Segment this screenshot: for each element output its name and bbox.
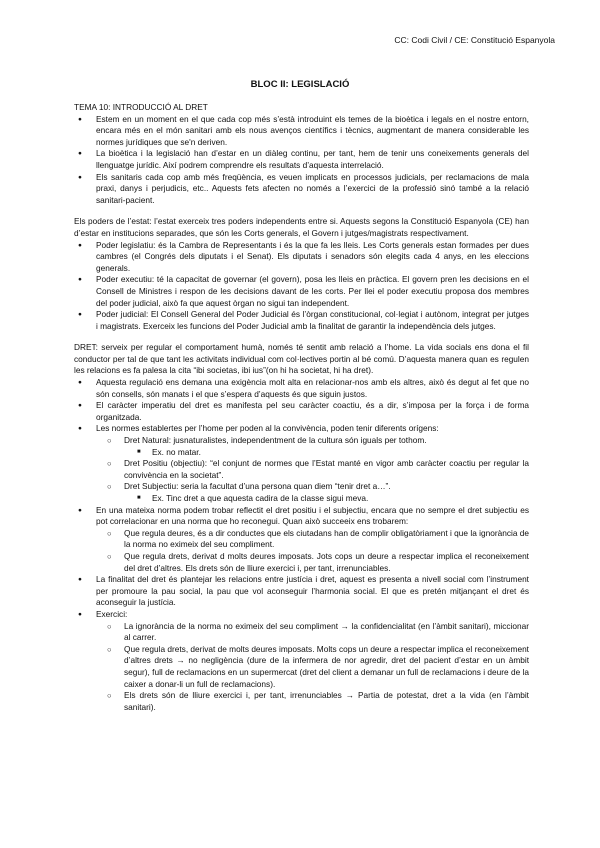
list-item: ● Aquesta regulació ens demana una exigència molt alta en relacionar-nos amb els altres, això és degut al fet que no són consells, són manats i el que s’espera d’aquests és que siguin justos. (74, 377, 529, 400)
list-item-text: Les normes establertes per l’home per poden al la convivència, poden tenir diferents orígens: (96, 423, 439, 434)
document-body (74, 102, 529, 713)
sublist-item (100, 481, 529, 504)
example-item: ■ Ex. no matar. (128, 447, 529, 459)
dret-list (74, 377, 529, 713)
list-item: ● Els sanitaris cada cop amb més freqüència, es veuen implicats en processos judicials, per reclamacions de mala praxi, danys i perjudicis, etc.. Aquests fets afecten no només a l’exercici de la professió sinó també a la relació sanitari-pacient. (74, 172, 529, 207)
list-item: ● Estem en un moment en el que cada cop més s’està introduint els temes de la bioètica i legals en el nostre entorn, encara més en el món sanitari amb els nous avenços científics i tècnics, augmentant de manera considerable les normes jurídiques que se'n deriven. (74, 114, 529, 149)
sublist-item-text: Dret Subjectiu: seria la facultat d’una persona quan diem “tenir dret a…”. (124, 481, 391, 492)
sublist-item (100, 435, 529, 458)
sublist-item: ○ Que regula deures, és a dir conductes que els ciutadans han de complir obligatòriament i que la ignorància de la norma no eximeix del seu compliment. (100, 528, 529, 551)
list-item-text: En una mateixa norma podem trobar reflectit el dret positiu i el subjectiu, encara que no sempre el dret subjectiu es pot correlacionar en una norma que ho reconegui. Quan això succeeix ens trobarem: (96, 504, 529, 527)
sublist-item: ○ Dret Positiu (objectiu): “el conjunt de normes que l’Estat manté en vigor amb caràcter coactiu per regular la convivència en la societat”. (100, 458, 529, 481)
sublist-item: ○ Els drets són de lliure exercici i, per tant, irrenunciables → Partia de potestat, dret a la vida (en l’àmbit sanitari). (100, 690, 529, 713)
sublist-item-text: Dret Natural: jusnaturalistes, independentment de la cultura són iguals per tothom. (124, 435, 427, 446)
exercici-sublist (100, 621, 529, 714)
sublist-item: ○ La ignorància de la norma no eximeix del seu compliment → la confidencialitat (en l’àmbit sanitari), miccionar al carrer. (100, 621, 529, 644)
page-header: CC: Codi Civil / CE: Constitució Espanyola (394, 35, 555, 45)
example-item: ■ Ex. Tinc dret a que aquesta cadira de la classe sigui meva. (128, 493, 529, 505)
intro-list (74, 114, 529, 207)
list-item: ● Poder executiu: té la capacitat de governar (el govern), posa les lleis en pràctica. El govern pren les decisions en el Consell de Ministres i respon de les decisions davant de les corts. Per llei el poder executiu proposa dos membres del poder judicial, això fa que aquest òrgan no sigui tan independent. (74, 274, 529, 309)
list-item: ● Poder judicial: El Consell General del Poder Judicial és l’òrgan constitucional, col·legiat i autònom, integrat per jutges i magistrats. Exerceix les funcions del Poder Judicial amb la finalitat de garantir la independència dels jutges. (74, 309, 529, 332)
norma-sublist (100, 528, 529, 574)
poders-list (74, 240, 529, 333)
list-item: ● La bioètica i la legislació han d’estar en un diàleg continu, per tant, hem de tenir uns coneixements generals del llenguatge jurídic. Així podrem comprendre els resultats d’aquesta interrelació. (74, 148, 529, 171)
list-item: ● La finalitat del dret és plantejar les relacions entre justícia i dret, aquest es presenta a nivell social com l’instrument per promoure la pau social, la pau que vol aconseguir l’harmonia social. El que es pretén mitjançant el dret és aconseguir la justícia. (74, 574, 529, 609)
sublist-item: ○ Que regula drets, derivat de molts deures imposats. Molts cops un deure a respectar implica el reconeixement d’altres drets → no negligència (dure de la infermera de nor agredir, dret del pacient d’estar en un àmbit segur), full de reclamacions en un supermercat (dret del client a demanar un full de reclamacions i deure de la caixer a donar-li un full de reclamacions). (100, 644, 529, 690)
list-item-text: Exercici: (96, 608, 128, 619)
list-item (74, 505, 529, 575)
dret-paragraph: DRET: serveix per regular el comportament humà, només té sentit amb relació a l’home. La vida socials ens dona el fil conductor per tal de que tant les activitats individual com col·lectives portin al bé comú. D’aquesta manera quan es regulen les relacions es fa palesa la cita “ibi societas, ibi ius”(on hi ha societat, hi ha dret). (74, 342, 529, 376)
list-item: ● El caràcter imperatiu del dret es manifesta pel seu caràcter coactiu, és a dir, s’imposa per la força i de forma organitzada. (74, 400, 529, 423)
list-item (74, 423, 529, 504)
section-heading: TEMA 10: INTRODUCCIÓ AL DRET (74, 102, 208, 112)
list-item (74, 609, 529, 713)
origins-sublist (100, 435, 529, 505)
sublist-item: ○ Que regula drets, derivat d molts deures imposats. Jots cops un deure a respectar implica el reconeixement del dret d’altres. Els drets són de lliure exercici i, per tant, irrenunciables. (100, 551, 529, 574)
list-item: ● Poder legislatiu: és la Cambra de Representants i és la que fa les lleis. Les Corts generals estan formades per dues cambres (el Congrés dels diputats i el Senat). Els diputats i senadors són elegits cada 4 anys, en les eleccions generals. (74, 240, 529, 275)
page-title: BLOC II: LEGISLACIÓ (250, 79, 350, 90)
poders-paragraph: Els poders de l’estat: l’estat exerceix tres poders independents entre si. Aquests segons la Constitució Espanyola (CE) han d’estar en institucions separades, que són les Corts generals, el Govern i jutges/magistrats respectivament. (74, 216, 529, 238)
